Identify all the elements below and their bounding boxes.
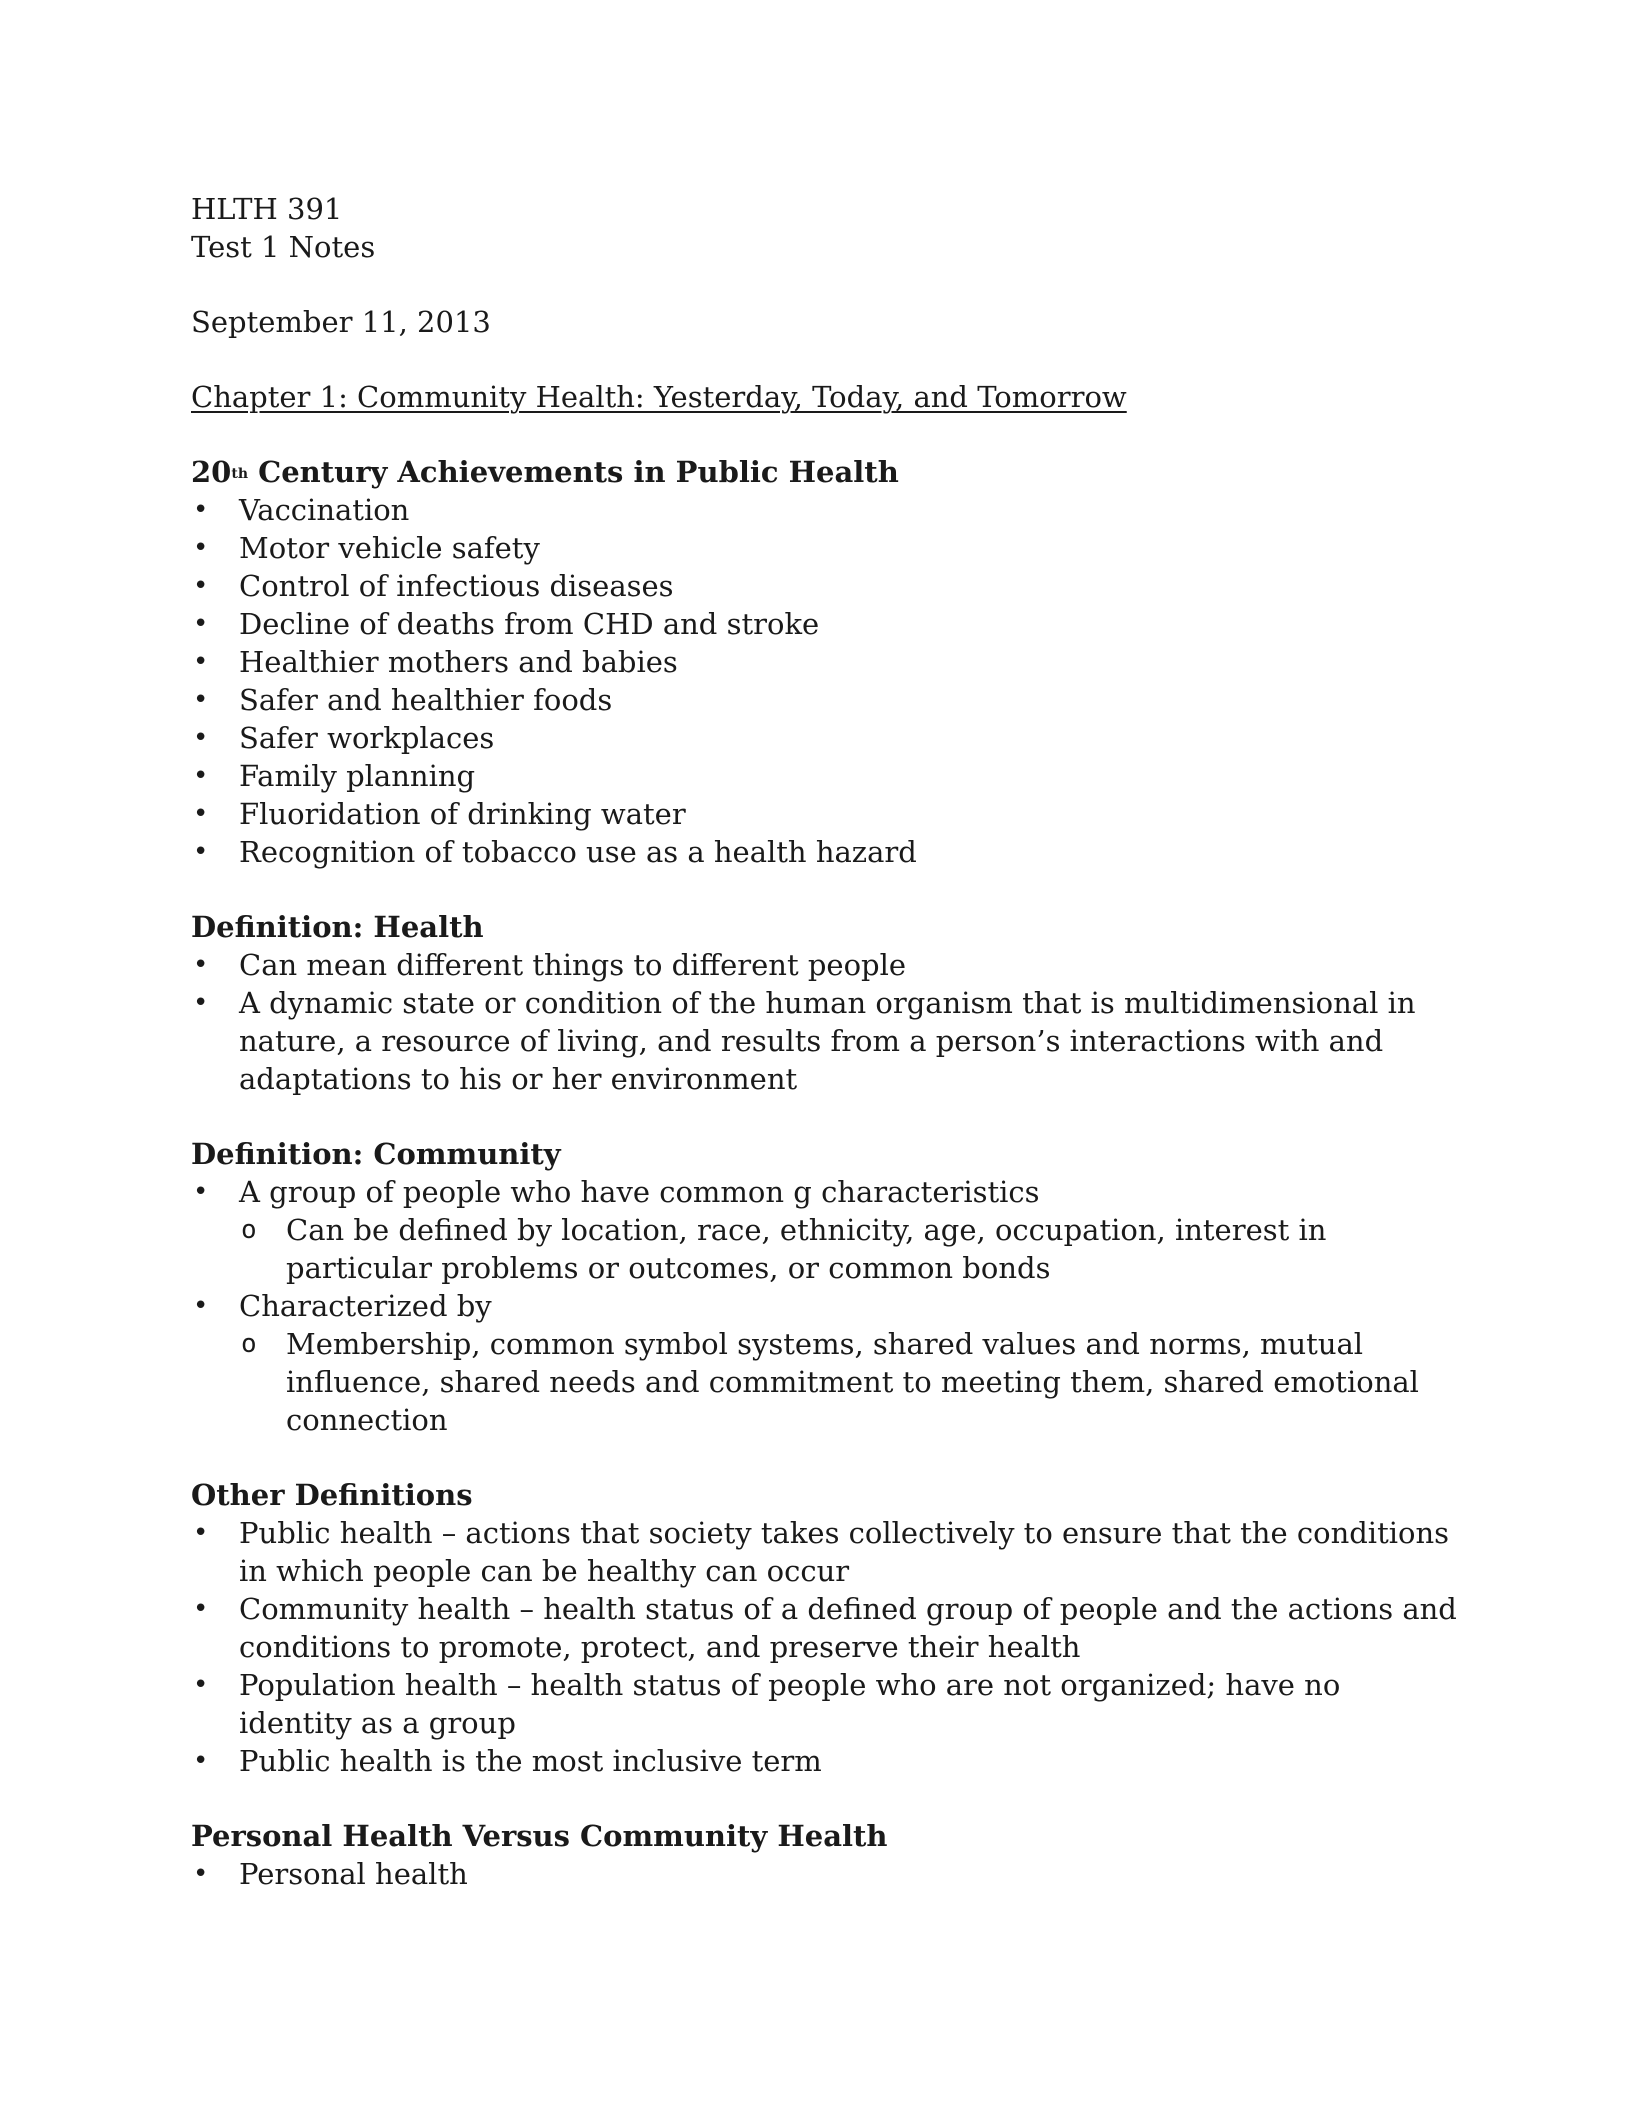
community-list [191, 1173, 1461, 1439]
list-item: • Safer and healthier foods [191, 681, 1461, 719]
list-item: • Control of infectious diseases [191, 567, 1461, 605]
section-heading-health: Definition: Health [191, 910, 484, 944]
health-list [191, 946, 1461, 1098]
list-item: • Public health – actions that society takes collectively to ensure that the conditions in which people can be healthy can occur [191, 1514, 1461, 1590]
section-heading-other: Other Definitions [191, 1478, 473, 1512]
list-item: • Public health is the most inclusive term [191, 1742, 1461, 1780]
list-item: • Family planning [191, 757, 1461, 795]
section-definition-community [191, 1135, 1461, 1439]
chapter-title: Chapter 1: Community Health: Yesterday, Today, and Tomorrow [191, 380, 1127, 414]
section-definition-health [191, 908, 1461, 1098]
personal-vs-community-list [191, 1855, 1461, 1893]
list-item: • Community health – health status of a defined group of people and the actions and conditions to promote, protect, and preserve their health [191, 1590, 1461, 1666]
list-item: • Decline of deaths from CHD and stroke [191, 605, 1461, 643]
other-list [191, 1514, 1461, 1780]
list-item: • A dynamic state or condition of the human organism that is multidimensional in nature, a resource of living, and results from a person’s interactions with and adaptations to his or her environment [191, 984, 1461, 1098]
list-item: • Healthier mothers and babies [191, 643, 1461, 681]
list-item: • Can mean different things to different people [191, 946, 1461, 984]
list-item: • Safer workplaces [191, 719, 1461, 757]
list-item: • Vaccination [191, 491, 1461, 529]
section-heading-achievements [191, 453, 1461, 491]
heading-superscript: th [231, 466, 249, 482]
list-item [191, 1173, 1461, 1287]
section-personal-vs-community [191, 1817, 1461, 1893]
sub-list [239, 1211, 1461, 1287]
date-line: September 11, 2013 [191, 305, 491, 339]
list-item: • Recognition of tobacco use as a health hazard [191, 833, 1461, 871]
section-other-definitions [191, 1476, 1461, 1780]
list-item: • Fluoridation of drinking water [191, 795, 1461, 833]
heading-text: Century Achievements in Public Health [248, 455, 899, 489]
sub-list [239, 1325, 1461, 1439]
list-item-text: A group of people who have common g characteristics [239, 1175, 1040, 1209]
heading-number: 20 [191, 455, 232, 489]
list-item: • Population health – health status of people who are not organized; have no identity as a group [191, 1666, 1461, 1742]
list-item-text: Characterized by [239, 1289, 492, 1323]
achievements-list [191, 491, 1461, 871]
sub-list-item: o Can be defined by location, race, ethnicity, age, occupation, interest in particular problems or outcomes, or common bonds [239, 1211, 1461, 1287]
document-page [191, 190, 1461, 1893]
section-achievements [191, 453, 1461, 871]
document-title: Test 1 Notes [191, 230, 376, 264]
section-heading-community: Definition: Community [191, 1137, 561, 1171]
section-heading-personal-vs-community: Personal Health Versus Community Health [191, 1819, 888, 1853]
course-code: HLTH 391 [191, 192, 343, 226]
sub-list-item: o Membership, common symbol systems, shared values and norms, mutual influence, shared needs and commitment to meeting them, shared emotional connection [239, 1325, 1461, 1439]
list-item: • Personal health [191, 1855, 1461, 1893]
list-item [191, 1287, 1461, 1439]
list-item: • Motor vehicle safety [191, 529, 1461, 567]
